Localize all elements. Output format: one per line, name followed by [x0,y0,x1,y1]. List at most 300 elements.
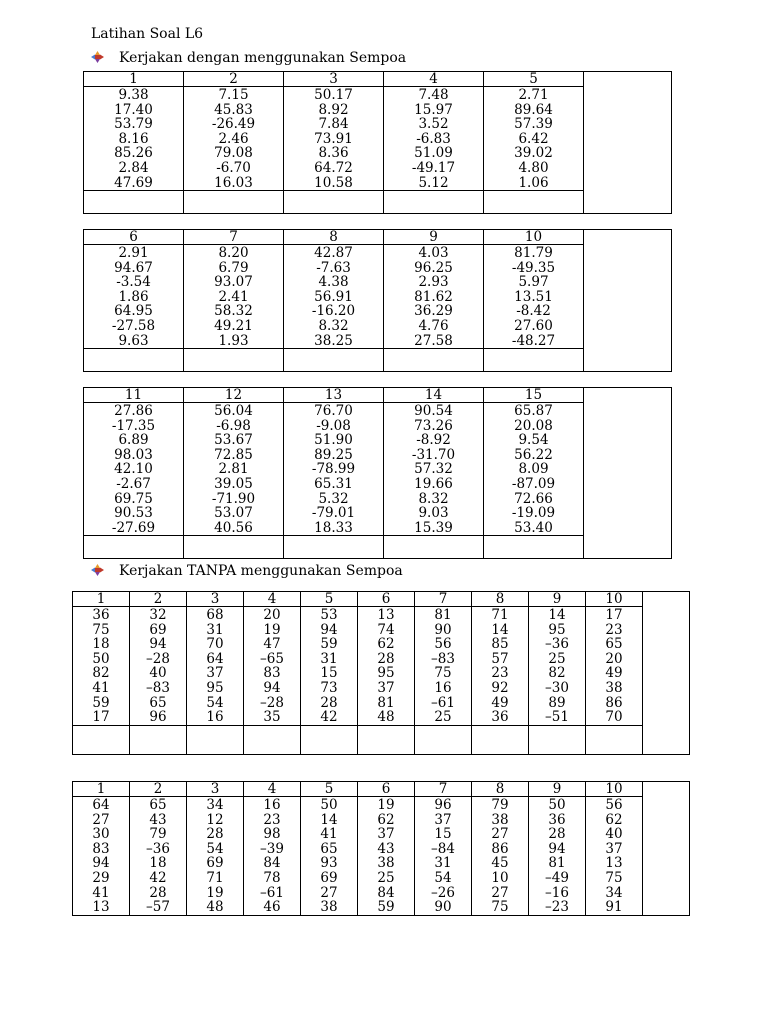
section-heading-text: Kerjakan TANPA menggunakan Sempoa [119,563,403,579]
number-cell: 85 [472,637,529,652]
table-row [73,856,690,871]
number-cell: 17.40 [84,103,184,118]
number-cell: 29 [73,871,130,886]
number-cell: –23 [529,900,586,915]
column-number: 9 [529,782,586,797]
number-cell: 73 [301,681,358,696]
number-cell: 2.93 [384,275,484,290]
number-cell: –28 [130,652,187,667]
number-cell: 54 [187,842,244,857]
table-row [84,132,672,147]
number-cell: 56.91 [284,290,384,305]
table-row [73,681,690,696]
number-cell: 19 [244,623,301,638]
bullet-icon [91,51,105,67]
number-cell: 19.66 [384,477,484,492]
number-cell: 2.91 [84,245,184,261]
answer-cell[interactable] [184,349,284,372]
side-answer-column [584,388,672,559]
number-cell: 50 [73,652,130,667]
number-cell: 27.58 [384,334,484,349]
number-cell: 36 [529,813,586,828]
number-cell: 45.83 [184,103,284,118]
number-cell: 69 [130,623,187,638]
number-cell: 27 [301,886,358,901]
number-cell: 23 [472,666,529,681]
table-row [84,290,672,305]
number-cell: 89 [529,696,586,711]
table-row [73,886,690,901]
number-cell: –30 [529,681,586,696]
header-row [84,230,672,245]
number-cell: 98 [244,827,301,842]
number-cell: 43 [358,842,415,857]
number-cell: 90.53 [84,506,184,521]
number-cell: 62 [358,637,415,652]
number-cell: 54 [415,871,472,886]
number-cell: 14 [301,813,358,828]
number-cell: 8.32 [284,319,384,334]
number-cell: 10 [472,871,529,886]
number-cell: 37 [586,842,643,857]
answer-cell[interactable] [529,725,586,754]
table-row [73,652,690,667]
table-row [84,304,672,319]
number-cell: -6.98 [184,419,284,434]
table-row [84,492,672,507]
number-cell: 32 [130,607,187,623]
number-cell: 75 [73,623,130,638]
number-cell: 69 [301,871,358,886]
number-cell: 53.67 [184,433,284,448]
number-cell: 31 [187,623,244,638]
number-cell: -6.83 [384,132,484,147]
number-cell: -7.63 [284,261,384,276]
number-cell: 81 [415,607,472,623]
number-cell: 94 [529,842,586,857]
number-cell: 41 [301,827,358,842]
table-row [73,607,690,623]
number-cell: -27.58 [84,319,184,334]
number-cell: 34 [187,797,244,813]
number-cell: 20 [244,607,301,623]
number-cell: 38 [358,856,415,871]
column-number: 4 [244,782,301,797]
number-cell: –84 [415,842,472,857]
column-number: 7 [184,230,284,245]
table-row [73,827,690,842]
number-cell: 91 [586,900,643,915]
number-cell: 59 [73,696,130,711]
number-cell: 89.25 [284,448,384,463]
number-cell: 62 [586,813,643,828]
number-cell: 74 [358,623,415,638]
number-cell: 16 [415,681,472,696]
number-cell: 9.03 [384,506,484,521]
column-number: 5 [301,592,358,607]
answer-cell[interactable] [84,536,184,559]
number-cell: 81 [358,696,415,711]
number-cell: 18.33 [284,521,384,536]
answer-cell[interactable] [415,725,472,754]
table-row [73,710,690,725]
number-cell: 8.92 [284,103,384,118]
number-cell: 64.95 [84,304,184,319]
number-cell: 28 [358,652,415,667]
column-number: 3 [187,592,244,607]
answer-cell[interactable] [384,536,484,559]
answer-cell[interactable] [284,536,384,559]
number-cell: 39.05 [184,477,284,492]
number-cell: –26 [415,886,472,901]
number-cell: 36 [73,607,130,623]
number-cell: 25 [358,871,415,886]
column-number: 14 [384,388,484,403]
number-cell: 31 [415,856,472,871]
number-cell: 78 [244,871,301,886]
side-answer-column [584,230,672,372]
number-cell: 2.46 [184,132,284,147]
exercise-table-4 [72,591,690,755]
answer-cell[interactable] [73,725,130,754]
number-cell: 45 [472,856,529,871]
table-row [84,176,672,191]
exercise-table-1 [83,71,672,214]
number-cell: 90 [415,623,472,638]
number-cell: 13 [73,900,130,915]
number-cell: 46 [244,900,301,915]
number-cell: –36 [130,842,187,857]
number-cell: 57.32 [384,462,484,477]
side-answer-column [643,592,690,755]
number-cell: -27.69 [84,521,184,536]
number-cell: -6.70 [184,161,284,176]
number-cell: 7.84 [284,117,384,132]
section-heading-without-abacus [91,563,403,579]
number-cell: 41 [73,681,130,696]
number-cell: 16.03 [184,176,284,191]
number-cell: -26.49 [184,117,284,132]
answer-cell[interactable] [284,191,384,214]
number-cell: 36 [472,710,529,725]
number-cell: 27.60 [484,319,584,334]
column-number: 3 [284,72,384,87]
table-row [84,245,672,261]
number-cell: 18 [73,637,130,652]
answer-cell[interactable] [284,349,384,372]
table-row [84,161,672,176]
answer-cell[interactable] [384,349,484,372]
number-cell: 37 [187,666,244,681]
header-row [84,388,672,403]
column-number: 9 [384,230,484,245]
number-cell: 49 [586,666,643,681]
column-number: 6 [358,592,415,607]
number-cell: 94 [244,681,301,696]
header-row [73,782,690,797]
number-cell: 12 [187,813,244,828]
number-cell: 51.90 [284,433,384,448]
number-cell: 94 [301,623,358,638]
number-cell: 73.26 [384,419,484,434]
column-number: 6 [84,230,184,245]
number-cell: 58.32 [184,304,284,319]
table-row [84,448,672,463]
number-cell: 15 [415,827,472,842]
number-cell: 10.58 [284,176,384,191]
number-cell: 36.29 [384,304,484,319]
number-cell: 96.25 [384,261,484,276]
number-cell: 54 [187,696,244,711]
number-cell: 2.81 [184,462,284,477]
answer-cell[interactable] [244,725,301,754]
number-cell: 38 [586,681,643,696]
number-cell: 53.79 [84,117,184,132]
number-cell: -3.54 [84,275,184,290]
exercise-table-2 [83,229,672,372]
number-cell: 6.42 [484,132,584,147]
number-cell: -16.20 [284,304,384,319]
number-cell: 65.31 [284,477,384,492]
number-cell: –36 [529,637,586,652]
number-cell: –83 [130,681,187,696]
number-cell: 57 [472,652,529,667]
number-cell: 81.79 [484,245,584,261]
answer-cell[interactable] [484,191,584,214]
number-cell: 73.91 [284,132,384,147]
number-cell: 56 [415,637,472,652]
number-cell: 79 [130,827,187,842]
table-row [84,319,672,334]
number-cell: 4.03 [384,245,484,261]
answer-cell[interactable] [358,725,415,754]
number-cell: 40 [586,827,643,842]
number-cell: 27 [73,813,130,828]
answer-row [84,536,672,559]
number-cell: 51.09 [384,146,484,161]
side-answer-column [584,72,672,214]
number-cell: -2.67 [84,477,184,492]
number-cell: -49.17 [384,161,484,176]
number-cell: 83 [244,666,301,681]
number-cell: 27.86 [84,403,184,419]
number-cell: 34 [586,886,643,901]
number-cell: 48 [358,710,415,725]
number-cell: 53.07 [184,506,284,521]
number-cell: 28 [187,827,244,842]
number-cell: -87.09 [484,477,584,492]
number-cell: –65 [244,652,301,667]
table-row [73,813,690,828]
answer-cell[interactable] [84,349,184,372]
number-cell: -31.70 [384,448,484,463]
column-number: 10 [586,782,643,797]
number-cell: 89.64 [484,103,584,118]
number-cell: 17 [73,710,130,725]
number-cell: 68 [187,607,244,623]
number-cell: –61 [244,886,301,901]
number-cell: 7.15 [184,87,284,103]
number-cell: 31 [301,652,358,667]
number-cell: 65.87 [484,403,584,419]
number-cell: 95 [529,623,586,638]
answer-row [84,349,672,372]
answer-cell[interactable] [484,536,584,559]
header-row [84,72,672,87]
number-cell: 95 [358,666,415,681]
number-cell: 42.10 [84,462,184,477]
table-row [84,433,672,448]
column-number: 4 [244,592,301,607]
number-cell: 27 [472,886,529,901]
number-cell: 4.38 [284,275,384,290]
section-heading-text: Kerjakan dengan menggunakan Sempoa [119,50,407,66]
number-cell: 85.26 [84,146,184,161]
number-cell: 15.39 [384,521,484,536]
number-cell: -71.90 [184,492,284,507]
answer-row [73,725,690,754]
table-row [84,521,672,536]
number-cell: 65 [130,797,187,813]
table-row [84,261,672,276]
number-cell: 75 [586,871,643,886]
number-cell: 23 [586,623,643,638]
exercise-table-5 [72,781,690,916]
table-row [84,117,672,132]
section-heading-with-abacus [91,50,406,66]
number-cell: 93.07 [184,275,284,290]
number-cell: 42 [301,710,358,725]
table-row [73,900,690,915]
number-cell: -79.01 [284,506,384,521]
column-number: 1 [84,72,184,87]
number-cell: 4.80 [484,161,584,176]
number-cell: 69.75 [84,492,184,507]
number-cell: 98.03 [84,448,184,463]
number-cell: 14 [472,623,529,638]
table-row [84,275,672,290]
column-number: 10 [586,592,643,607]
number-cell: 39.02 [484,146,584,161]
number-cell: 82 [73,666,130,681]
number-cell: 84 [358,886,415,901]
column-number: 7 [415,782,472,797]
number-cell: 71 [472,607,529,623]
table-row [73,842,690,857]
number-cell: 28 [529,827,586,842]
number-cell: 23 [244,813,301,828]
number-cell: 17 [586,607,643,623]
answer-cell[interactable] [472,725,529,754]
number-cell: -8.42 [484,304,584,319]
answer-cell[interactable] [187,725,244,754]
header-row [73,592,690,607]
side-answer-column [643,782,690,916]
number-cell: 16 [244,797,301,813]
number-cell: 1.93 [184,334,284,349]
number-cell: 16 [187,710,244,725]
column-number: 10 [484,230,584,245]
number-cell: -78.99 [284,462,384,477]
number-cell: 42 [130,871,187,886]
table-row [73,797,690,813]
number-cell: 1.06 [484,176,584,191]
number-cell: 41 [73,886,130,901]
number-cell: 2.41 [184,290,284,305]
number-cell: 38 [301,900,358,915]
number-cell: 56.22 [484,448,584,463]
number-cell: 40 [130,666,187,681]
number-cell: –16 [529,886,586,901]
number-cell: 53.40 [484,521,584,536]
answer-cell[interactable] [184,191,284,214]
table-row [84,419,672,434]
table-row [73,871,690,886]
number-cell: 8.09 [484,462,584,477]
number-cell: 37 [358,681,415,696]
number-cell: 94.67 [84,261,184,276]
column-number: 15 [484,388,584,403]
number-cell: 5.97 [484,275,584,290]
answer-cell[interactable] [484,349,584,372]
number-cell: 6.79 [184,261,284,276]
number-cell: 37 [358,827,415,842]
number-cell: 69 [187,856,244,871]
number-cell: 5.12 [384,176,484,191]
answer-cell[interactable] [184,536,284,559]
number-cell: 42.87 [284,245,384,261]
answer-cell[interactable] [586,725,643,754]
number-cell: -9.08 [284,419,384,434]
number-cell: 19 [187,886,244,901]
table-row [73,696,690,711]
number-cell: 86 [472,842,529,857]
number-cell: 65 [301,842,358,857]
table-row [84,334,672,349]
number-cell: 81.62 [384,290,484,305]
number-cell: 2.71 [484,87,584,103]
number-cell: 13 [586,856,643,871]
number-cell: 49 [472,696,529,711]
number-cell: 48 [187,900,244,915]
number-cell: 18 [130,856,187,871]
number-cell: 79.08 [184,146,284,161]
answer-cell[interactable] [130,725,187,754]
number-cell: 50 [529,797,586,813]
answer-cell[interactable] [384,191,484,214]
number-cell: 56.04 [184,403,284,419]
exercise-table-3 [83,387,672,559]
number-cell: 93 [301,856,358,871]
column-number: 2 [184,72,284,87]
table-row [73,637,690,652]
column-number: 6 [358,782,415,797]
number-cell: 40.56 [184,521,284,536]
column-number: 8 [472,782,529,797]
number-cell: 35 [244,710,301,725]
number-cell: 15.97 [384,103,484,118]
column-number: 5 [484,72,584,87]
answer-cell[interactable] [84,191,184,214]
number-cell: 70 [187,637,244,652]
column-number: 8 [472,592,529,607]
column-number: 1 [73,782,130,797]
number-cell: 37 [415,813,472,828]
table-row [84,506,672,521]
answer-cell[interactable] [301,725,358,754]
table-row [84,462,672,477]
number-cell: 56 [586,797,643,813]
